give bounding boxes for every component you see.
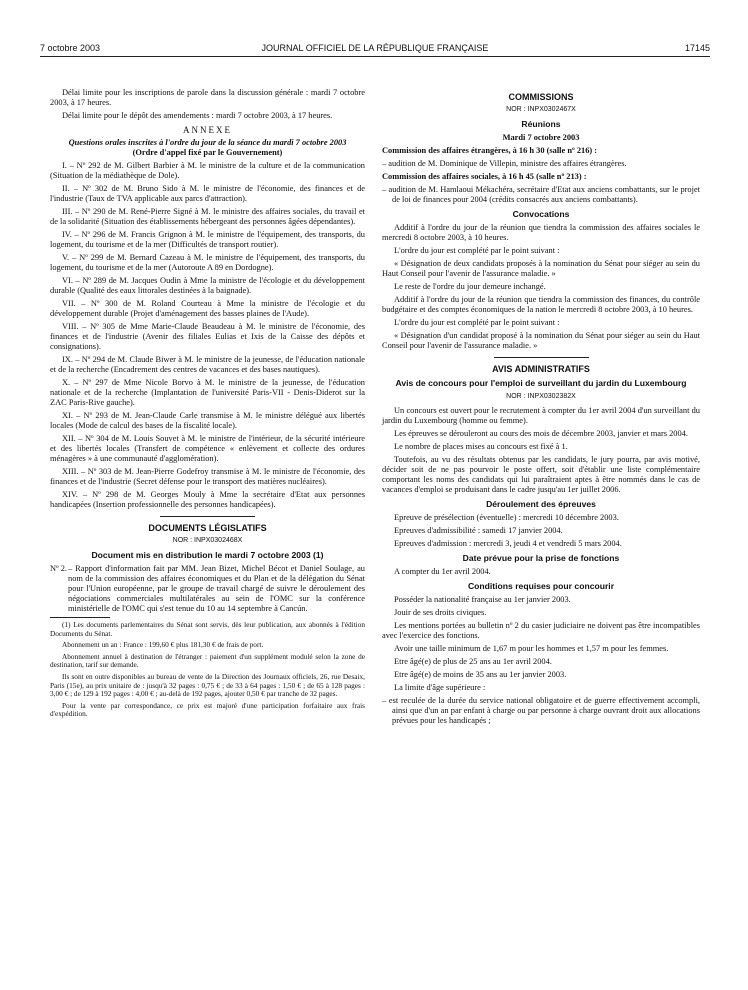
document-entry	[50, 564, 365, 614]
questions-list	[50, 161, 365, 510]
question-item: V. – Nº 299 de M. Bernard Cazeau à M. le ministre de l'équipement, des transports, du logement, du tourisme et de la mer (Autoroute A 89 en Dordogne).	[50, 253, 365, 272]
avis-paragraph: Les épreuves se dérouleront au cours des mois de décembre 2003, janvier et mars 2004.	[394, 429, 688, 438]
commission-1: Commission des affaires étrangères, à 16 h 30 (salle nº 216) :	[382, 146, 598, 155]
convocation-2: Additif à l'ordre du jour de la réunion que tiendra la commission des finances, du contrôle budgétaire et des comptes économiques de la nation le mercredi 8 octobre 2003, à 10 heures.	[382, 295, 700, 314]
question-item: X. – Nº 297 de Mme Nicole Borvo à M. le ministre de la jeunesse, de l'éducation nationale et de la recherche (Implantation de l'université Paris-VII - Denis-Diderot sur la ZAC Paris-Rive gauche).	[50, 378, 365, 407]
header-date: 7 octobre 2003	[40, 43, 101, 53]
reunions-date: Mardi 7 octobre 2003	[502, 133, 580, 142]
avis-paragraph: Le nombre de places mises au concours est fixé à 1.	[394, 442, 568, 451]
deroulement-item: Epreuve de présélection (éventuelle) : mercredi 10 décembre 2003.	[394, 513, 619, 522]
convocations-heading: Convocations	[512, 209, 570, 219]
document-number: Nº 2.	[50, 564, 68, 573]
deroulement-heading: Déroulement des épreuves	[486, 499, 596, 509]
question-item: IX. – Nº 294 de M. Claude Biwer à M. le ministre de la jeunesse, de l'éducation nationale et de la recherche (Encadrement des centres de vacances et des bases nautiques).	[50, 355, 365, 374]
condition-item: Posséder la nationalité française au 1er janvier 2003.	[394, 595, 571, 604]
footnote: (1) Les documents parlementaires du Sénat sont servis, dès leur publication, aux abonnés à l'édition Documents du Sénat.	[50, 620, 365, 638]
avis-nor: NOR : INPX0302382X	[506, 393, 576, 400]
avis-heading: AVIS ADMINISTRATIFS	[492, 364, 590, 374]
convocation-1-quote: « Désignation de deux candidats proposés à la nomination du Sénat pour siéger au sein du Haut Conseil pour l'avenir de l'assurance maladie. »	[382, 259, 700, 278]
deroulement-item: Epreuves d'admissibilité : samedi 17 janvier 2004.	[394, 526, 563, 535]
section-divider	[160, 516, 255, 517]
intro-paragraph-2: Délai limite pour le dépôt des amendements : mardi 7 octobre 2003, à 17 heures.	[62, 111, 333, 120]
question-item: XII. – Nº 304 de M. Louis Souvet à M. le ministre de l'intérieur, de la sécurité intérieure et des libertés locales (Transfert de compétence « enlèvement et collecte des ordures ménagères » à une communauté d'agglomération).	[50, 434, 365, 463]
condition-item: Etre âgé(e) de moins de 35 ans au 1er janvier 2003.	[394, 670, 567, 679]
question-item: XI. – Nº 293 de M. Jean-Claude Carle transmise à M. le ministre délégué aux libertés locales (Mode de calcul des bases de la fiscalité locale).	[50, 411, 365, 430]
annexe-heading: ANNEXE	[183, 125, 232, 135]
avis-paragraph: Un concours est ouvert pour le recrutement à compter du 1er avril 2004 d'un surveillant du jardin du Luxembourg (homme ou femme).	[382, 406, 700, 425]
documents-subtitle: Document mis en distribution le mardi 7 octobre 2003 (1)	[91, 550, 324, 560]
avis-paragraph: Toutefois, au vu des résultats obtenus par les candidats, le jury pourra, par avis motivé, décider soit de ne pas pourvoir le poste offert, soit d'établir une liste complémentaire comportant les noms des candidats qui lui paraîtraient aptes à être nommés dans le cas de vacances d'emploi se produisant dans le cadre jusqu'au 1er juillet 2006.	[382, 455, 700, 494]
deroulement-item: Epreuves d'admission : mercredi 3, jeudi 4 et vendredi 5 mars 2004.	[394, 539, 622, 548]
footnote: Abonnement annuel à destination de l'étranger : paiement d'un supplément modulé selon la zone de destination, tarif sur demande.	[50, 651, 365, 670]
commission-1-item: – audition de M. Dominique de Villepin, ministre des affaires étrangères.	[382, 159, 627, 168]
convocation-1-rest: Le reste de l'ordre du jour demeure inchangé.	[394, 282, 546, 291]
page-header	[40, 40, 710, 57]
question-item: VIII. – Nº 305 de Mme Marie-Claude Beaudeau à M. le ministre de l'économie, des finances et de l'industrie (Avenir des filiales Eulias et Ixis de la Caisse des dépôts et consignations).	[50, 322, 365, 351]
annexe-subtitle: Questions orales inscrites à l'ordre du jour de la séance du mardi 7 octobre 2003	[68, 138, 347, 147]
question-item: XIII. – Nº 303 de M. Jean-Pierre Godefroy transmise à M. le ministre de l'économie, des finances et de l'industrie (Secret défense pour le transport des matières nucléaires).	[50, 467, 365, 486]
condition-item: Etre âgé(e) de plus de 25 ans au 1er avril 2004.	[394, 657, 552, 666]
date-prevue-heading: Date prévue pour la prise de fonctions	[462, 553, 620, 563]
condition-item: – est reculée de la durée du service national obligatoire et de guerre effectivement accompli, ainsi que d'un an par enfant à charge ou par personne à charge ouvrant droit aux allocations prévues pour les handicapés ;	[382, 696, 700, 725]
commission-2-item: – audition de M. Hamlaoui Mékachéra, secrétaire d'Etat aux anciens combattants, sur le projet de loi de finances pour 2004 (crédits consacrés aux anciens combattants).	[382, 185, 700, 204]
annexe-order: (Ordre d'appel fixé par le Gouvernement)	[132, 148, 283, 157]
commission-2: Commission des affaires sociales, à 16 h 45 (salle nº 213) :	[382, 172, 587, 181]
condition-item: La limite d'âge supérieure :	[394, 683, 486, 692]
question-item: XIV. – Nº 298 de M. Georges Mouly à Mme la secrétaire d'Etat aux personnes handicapées (Insertion professionnelle des personnes handicapées).	[50, 490, 365, 509]
documents-heading: DOCUMENTS LÉGISLATIFS	[148, 523, 267, 533]
commissions-heading: COMMISSIONS	[508, 92, 574, 102]
condition-item: Jouir de ses droits civiques.	[394, 608, 487, 617]
conditions-heading: Conditions requises pour concourir	[467, 581, 615, 591]
footnote: Pour la vente par correspondance, ce prix est majoré d'une participation forfaitaire aux frais d'expédition.	[50, 700, 365, 719]
avis-subtitle: Avis de concours pour l'emploi de surveillant du jardin du Luxembourg	[395, 378, 687, 388]
question-item: VI. – Nº 289 de M. Jacques Oudin à Mme la ministre de l'écologie et du développement durable (Qualité des eaux littorales destinées à la baignade).	[50, 276, 365, 295]
convocation-2-line: L'ordre du jour est complété par le point suivant :	[394, 318, 560, 327]
question-item: IV. – Nº 296 de M. Francis Grignon à M. le ministre de l'équipement, des transports, du logement, du tourisme et de la mer (Difficultés de transport routier).	[50, 230, 365, 249]
footnote-divider	[50, 617, 110, 618]
question-item: I. – Nº 292 de M. Gilbert Barbier à M. le ministre de la culture et de la communication (Situation de la médiathèque de Dole).	[50, 161, 365, 180]
header-page-number: 17145	[684, 43, 710, 53]
commissions-nor: NOR : INPX0302467X	[506, 106, 576, 113]
convocation-2-quote: « Désignation d'un candidat proposé à la nomination du Sénat pour siéger au sein du Haut Conseil pour l'avenir de l'assurance maladie. »	[382, 331, 700, 350]
right-column	[382, 88, 700, 729]
reunions-heading: Réunions	[521, 119, 561, 129]
footnotes	[50, 621, 365, 719]
document-text: – Rapport d'information fait par MM. Jean Bizet, Michel Bécot et Daniel Soulage, au nom de la commission des affaires économiques et du Plan et de la délégation du Sénat pour l'Union européenne, par le groupe de travail chargé de suivre le déroulement des négociations commerciales multilatérales au sein de l'OMC sur la conférence ministérielle de l'OMC qui s'est tenue du 10 au 14 septembre à Cancún.	[68, 564, 365, 613]
condition-item: Les mentions portées au bulletin nº 2 du casier judiciaire ne doivent pas être incompatibles avec l'exercice des fonctions.	[382, 621, 700, 640]
question-item: III. – Nº 290 de M. René-Pierre Signé à M. le ministre des affaires sociales, du travail et de la solidarité (Situation des établissements hébergeant des personnes âgées dépendantes).	[50, 207, 365, 226]
question-item: VII. – Nº 300 de M. Roland Courteau à Mme la ministre de l'écologie et du développement durable (Projet d'aménagement des basses plaines de l'Aude).	[50, 299, 365, 318]
intro-paragraph-1: Délai limite pour les inscriptions de parole dans la discussion générale : mardi 7 octobre 2003, à 17 heures.	[50, 88, 365, 107]
footnote: Abonnement un an : France : 199,60 € plus 181,30 € de frais de port.	[62, 640, 264, 650]
condition-item: Avoir une taille minimum de 1,67 m pour les hommes et 1,57 m pour les femmes.	[394, 644, 669, 653]
documents-nor: NOR : INPX0302468X	[172, 537, 243, 544]
date-prevue-text: A compter du 1er avril 2004.	[394, 567, 491, 576]
header-title: JOURNAL OFFICIEL DE LA RÉPUBLIQUE FRANÇAISE	[261, 43, 489, 53]
convocation-1-line: L'ordre du jour est complété par le point suivant :	[394, 246, 560, 255]
convocation-1: Additif à l'ordre du jour de la réunion que tiendra la commission des affaires sociales le mercredi 8 octobre 2003, à 10 heures.	[382, 223, 700, 242]
footnote: Ils sont en outre disponibles au bureau de vente de la Direction des Journaux officiels, 26, rue Desaix, Paris (15e), au prix unitaire de : jusqu'à 32 pages : 0,75 € ; de 33 à 64 pages : 1,50 € ; de 65 à 128 pages : 3,00 € ; de 129 à 192 pages : 4,00 € ; au-delà de 192 pages, ajouter 0,50 € par tranche de 32 pages.	[50, 671, 365, 699]
question-item: II. – Nº 302 de M. Bruno Sido à M. le ministre de l'économie, des finances et de l'industrie (Taux de TVA applicable aux parcs d'attraction).	[50, 184, 365, 203]
left-column	[50, 88, 365, 722]
section-divider	[494, 357, 589, 358]
